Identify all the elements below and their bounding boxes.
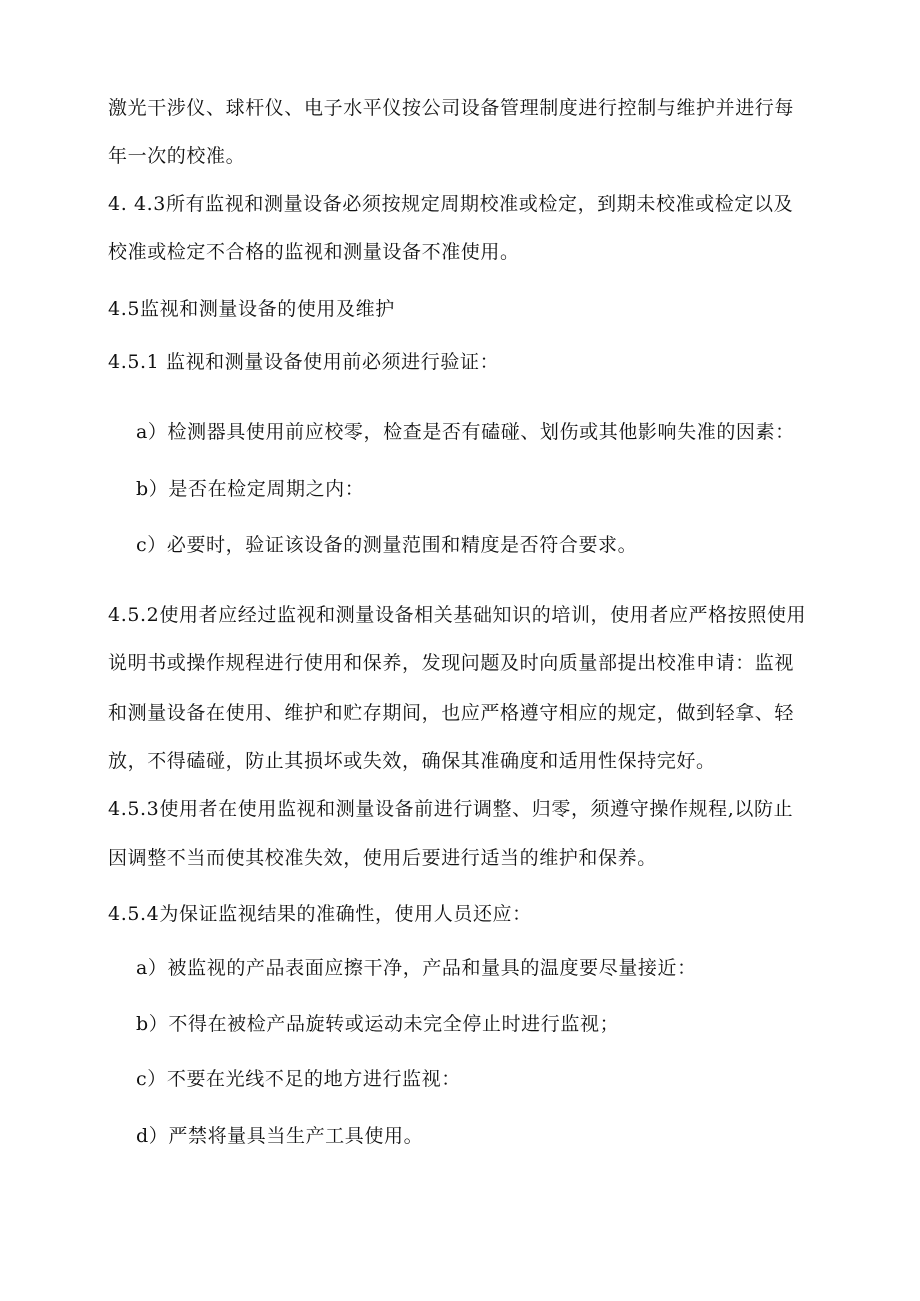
paragraph-line: 年一次的校准。 bbox=[108, 145, 246, 167]
paragraph-line: 校准或检定不合格的监视和测量设备不准使用。 bbox=[108, 241, 520, 263]
paragraph-line: 放，不得磕碰，防止其损坏或失效，确保其准确度和适用性保持完好。 bbox=[108, 750, 716, 772]
paragraph-line: 4.5.2使用者应经过监视和测量设备相关基础知识的培训，使用者应严格按照使用 bbox=[108, 604, 807, 626]
list-item: a）检测器具使用前应校零，检查是否有磕碰、划伤或其他影响失准的因素： bbox=[136, 421, 795, 443]
paragraph-line: 因调整不当而使其校准失效，使用后要进行适当的维护和保养。 bbox=[108, 847, 657, 869]
paragraph-line: 4.5.3使用者在使用监视和测量设备前进行调整、归零，须遵守操作规程,以防止 bbox=[108, 798, 794, 820]
list-item: b）是否在检定周期之内： bbox=[136, 478, 365, 500]
paragraph-line: 4. 4.3所有监视和测量设备必须按规定周期校准或检定，到期未校准或检定以及 bbox=[108, 193, 794, 215]
list-item: b）不得在被检产品旋转或运动未完全停止时进行监视； bbox=[136, 1013, 620, 1035]
list-item: c）必要时，验证该设备的测量范围和精度是否符合要求。 bbox=[136, 534, 638, 556]
list-item: d）严禁将量具当生产工具使用。 bbox=[136, 1125, 424, 1147]
list-item: c）不要在光线不足的地方进行监视： bbox=[136, 1068, 461, 1090]
section-heading: 4.5监视和测量设备的使用及维护 bbox=[108, 298, 395, 320]
paragraph-line: 激光干涉仪、球杆仪、电子水平仪按公司设备管理制度进行控制与维护并进行每 bbox=[108, 97, 795, 119]
paragraph-line: 说明书或操作规程进行使用和保养，发现问题及时向质量部提出校准申请：监视 bbox=[108, 652, 795, 674]
subsection-heading: 4.5.1 监视和测量设备使用前必须进行验证： bbox=[108, 351, 500, 373]
subsection-heading: 4.5.4为保证监视结果的准确性，使用人员还应： bbox=[108, 903, 532, 925]
list-item: a）被监视的产品表面应擦干净，产品和量具的温度要尽量接近： bbox=[136, 957, 697, 979]
paragraph-line: 和测量设备在使用、维护和贮存期间，也应严格遵守相应的规定，做到轻拿、轻 bbox=[108, 702, 795, 724]
